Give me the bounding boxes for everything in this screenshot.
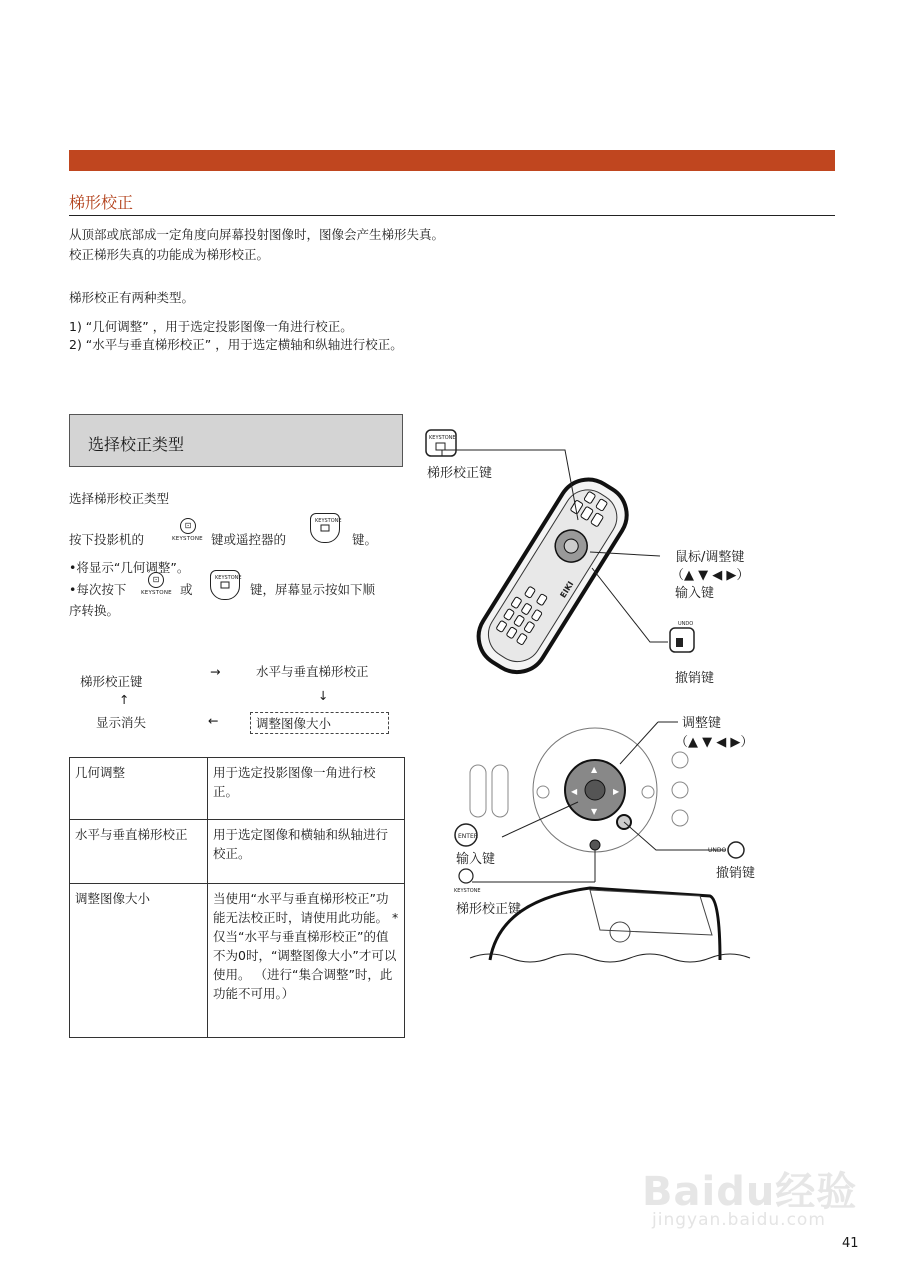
svg-text:◀: ◀ [571, 787, 578, 796]
cycle-hv-keystone: 水平与垂直梯形校正 [256, 664, 369, 679]
section-title: 梯形校正 [69, 193, 134, 212]
cycle-keystone-key: 梯形校正键 [80, 674, 143, 689]
subsection-lead: 选择梯形校正类型 [69, 491, 170, 506]
svg-text:KEYSTONE: KEYSTONE [215, 575, 242, 581]
keystone-button-icon: ⊡ KEYSTONE [178, 518, 196, 534]
table-row [70, 820, 405, 884]
keystone-small-label: KEYSTONE [172, 536, 203, 542]
panel-keystone-label: 梯形校正键 [456, 902, 522, 917]
watermark-url: jingyan.baidu.com [652, 1210, 826, 1230]
svg-text:▶: ▶ [613, 787, 620, 796]
intro-line-2: 校正梯形失真的功能成为梯形校正。 [69, 247, 270, 262]
watermark-logo: Baidu经验 [642, 1169, 858, 1215]
svg-text:▼: ▼ [591, 807, 598, 816]
table-cell-desc: 用于选定投影图像一角进行校正。 [208, 758, 405, 820]
press-text-c: 键。 [352, 532, 378, 547]
cycle-arrow-right: → [210, 664, 221, 679]
svg-text:▲: ▲ [591, 765, 598, 774]
remote-keystone-icon [310, 513, 340, 543]
panel-undo-small: UNDO [708, 847, 727, 854]
remote-keystone-label: 梯形校正键 [427, 466, 493, 481]
bullet-2-b: 或 [180, 582, 193, 597]
press-text-a: 按下投影机的 [69, 532, 145, 547]
panel-keystone-small: KEYSTONE [454, 888, 481, 894]
section-rule [69, 215, 835, 216]
table-cell-desc: 用于选定图像和横轴和纵轴进行校正。 [208, 820, 405, 884]
panel-undo-label: 撤销键 [716, 866, 756, 881]
panel-enter-small: ENTER [458, 833, 478, 840]
bullet-2-a: •每次按下 [69, 582, 127, 597]
table-row [70, 758, 405, 820]
keystone-button-icon-2: ⊡ KEYSTONE [148, 572, 164, 588]
bullet-2-d: 序转换。 [69, 603, 120, 618]
table-cell-name: 几何调整 [70, 758, 208, 820]
header-band [69, 150, 835, 171]
cycle-resize: 调整图像大小 [256, 716, 332, 731]
panel-enter-label: 输入键 [456, 852, 496, 867]
type-2: 2) “水平与垂直梯形校正” ，用于选定横轴和纵轴进行校正。 [69, 337, 403, 352]
table-cell-name: 水平与垂直梯形校正 [70, 820, 208, 884]
cycle-arrow-left: ← [208, 713, 219, 728]
press-text-b: 键或遥控器的 [211, 532, 287, 547]
cycle-display-off: 显示消失 [96, 715, 147, 730]
keystone-types-table [69, 757, 405, 1038]
subsection-title: 选择校正类型 [88, 435, 185, 454]
page-number: 41 [842, 1236, 859, 1251]
remote-undo-label: 撤销键 [675, 671, 715, 686]
svg-text:KEYSTONE: KEYSTONE [315, 518, 342, 524]
panel-adjust-label: 调整键 [682, 716, 722, 731]
table-row [70, 884, 405, 1038]
types-heading: 梯形校正有两种类型。 [69, 290, 195, 305]
table-cell-desc: 当使用“水平与垂直梯形校正”功能无法校正时，请使用此功能。 *仅当“水平与垂直梯形校正”的值不为0时，“调整图像大小”才可以使用。 （进行“集合调整”时，此功能不可用。） [208, 884, 405, 1038]
cycle-arrow-down: ↓ [318, 688, 329, 703]
remote-brand: EIKI [558, 579, 576, 600]
intro-line-1: 从顶部或底部成一定角度向屏幕投射图像时，图像会产生梯形失真。 [69, 227, 445, 242]
bullet-1: •将显示“几何调整”。 [69, 560, 190, 575]
table-cell-name: 调整图像大小 [70, 884, 208, 1038]
remote-keystone-icon-2 [210, 570, 240, 600]
panel-arrows-label: （▲ ▼ ◀ ▶） [675, 735, 754, 750]
cycle-arrow-up: ↑ [119, 692, 130, 707]
svg-text:KEYSTONE: KEYSTONE [429, 435, 456, 441]
remote-arrows-label: （▲ ▼ ◀ ▶） [671, 568, 750, 583]
remote-mouse-label: 鼠标/调整键 [675, 550, 745, 565]
remote-enter-label: 输入键 [675, 586, 715, 601]
bullet-2-c: 键，屏幕显示按如下顺 [250, 582, 376, 597]
remote-undo-small: UNDO [678, 621, 694, 627]
type-1: 1) “几何调整” ，用于选定投影图像一角进行校正。 [69, 319, 353, 334]
